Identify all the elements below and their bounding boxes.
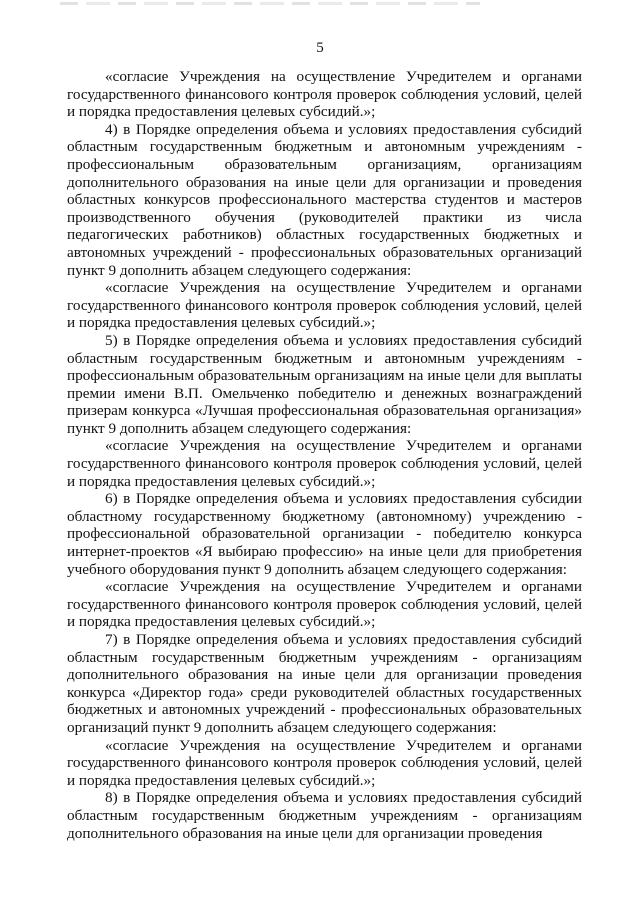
paragraph-quote-1: «согласие Учреждения на осуществление Учредителем и органами государственного финансового контроля проверок соблюдения условий, целей и порядка предоставления целевых субсидий.»; (67, 68, 582, 121)
scan-artifact (60, 2, 480, 5)
document-body (67, 68, 582, 842)
paragraph-item-4: 4) в Порядке определения объема и условиях предоставления субсидий областным государственным бюджетным и автономным учреждениям - профессиональным образовательным организациям, организациям дополнительного образования на иные цели для организации и проведения областных конкурсов профессионального мастерства студентов и мастеров производственного обучения (руководителей практики из числа педагогических работников) областных государственных бюджетных и автономных учреждений - профессиональных образовательных организаций пункт 9 дополнить абзацем следующего содержания: (67, 120, 582, 279)
paragraph-item-7: 7) в Порядке определения объема и условиях предоставления субсидий областным государственным бюджетным учреждениям - организациям дополнительного образования на иные цели для организации проведения конкурса «Директор года» среди руководителей областных государственных бюджетных и автономных учреждений - профессиональных образовательных организаций пункт 9 дополнить абзацем следующего содержания: (67, 631, 582, 736)
paragraph-quote-3: «согласие Учреждения на осуществление Учредителем и органами государственного финансового контроля проверок соблюдения условий, целей и порядка предоставления целевых субсидий.»; (67, 437, 582, 490)
page-number: 5 (316, 40, 324, 56)
paragraph-item-8: 8) в Порядке определения объема и условиях предоставления субсидий областным государственным бюджетным учреждениям - организациям дополнительного образования на иные цели для организации проведения (67, 789, 582, 842)
paragraph-quote-4: «согласие Учреждения на осуществление Учредителем и органами государственного финансового контроля проверок соблюдения условий, целей и порядка предоставления целевых субсидий.»; (67, 578, 582, 631)
paragraph-quote-5: «согласие Учреждения на осуществление Учредителем и органами государственного финансового контроля проверок соблюдения условий, целей и порядка предоставления целевых субсидий.»; (67, 736, 582, 789)
paragraph-item-6: 6) в Порядке определения объема и условиях предоставления субсидии областному государственному бюджетному (автономному) учреждению - профессиональной образовательной организации - победителю конкурса интернет-проектов «Я выбираю профессию» на иные цели для приобретения учебного оборудования пункт 9 дополнить абзацем следующего содержания: (67, 490, 582, 578)
paragraph-item-5: 5) в Порядке определения объема и условиях предоставления субсидий областным государственным бюджетным и автономным учреждениям - профессиональным образовательным организациям на иные цели для выплаты премии имени В.П. Омельченко победителю и денежных вознаграждений призерам конкурса «Лучшая профессиональная образовательная организация» пункт 9 дополнить абзацем следующего содержания: (67, 331, 582, 437)
paragraph-quote-2: «согласие Учреждения на осуществление Учредителем и органами государственного финансового контроля проверок соблюдения условий, целей и порядка предоставления целевых субсидий.»; (67, 279, 582, 332)
